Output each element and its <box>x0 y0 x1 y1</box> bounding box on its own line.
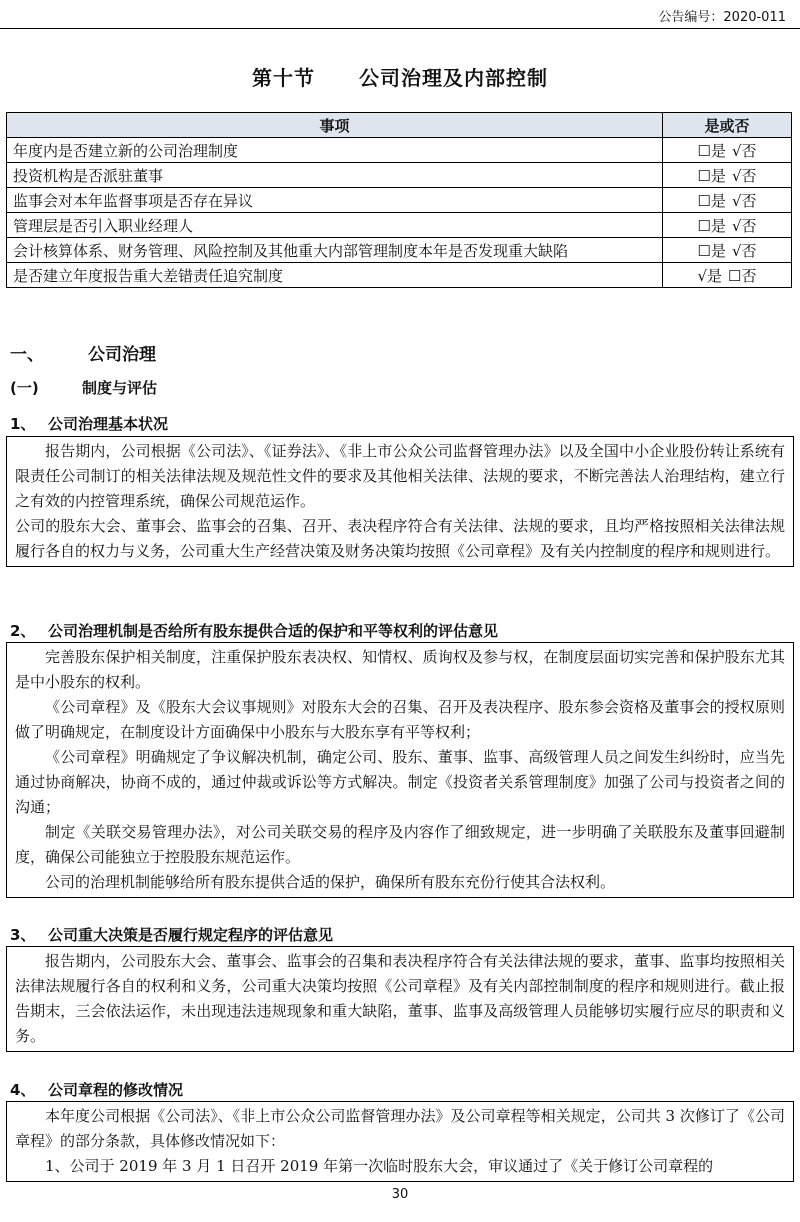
checklist-answer <box>663 213 792 238</box>
paragraph: 公司的治理机制能够给所有股东提供合适的保护，确保所有股东充份行使其合法权利。 <box>45 873 616 891</box>
heading-s2 <box>10 620 498 641</box>
heading-title: 公司治理基本状况 <box>48 415 169 433</box>
checklist-item: 投资机构是否派驻董事 <box>7 163 663 188</box>
answer-no: ☐否 <box>728 266 757 285</box>
table-row <box>7 238 792 263</box>
answer-yes: ☐是 <box>697 141 726 160</box>
section-number: 第十节 <box>252 66 315 90</box>
table-row <box>7 213 792 238</box>
checklist-item: 会计核算体系、财务管理、风险控制及其他重大内部管理制度本年是否发现重大缺陷 <box>7 238 663 263</box>
table-row <box>7 263 792 288</box>
section-title <box>0 62 800 91</box>
heading-s1 <box>10 413 168 434</box>
paragraph: 报告期内，公司根据《公司法》、《证券法》、《非上市公众公司监督管理办法》以及全国中小企业股份转让系统有限责任公司制订的相关法律法规及规范性文件的要求及其他相关法律、法规的要求，不断完善法人治理结构，建立行之有效的内控管理系统，确保公司规范运作。 <box>15 442 785 510</box>
page-header <box>0 0 800 29</box>
heading-s4 <box>10 1079 183 1100</box>
table-row <box>7 188 792 213</box>
answer-yes: ☐是 <box>697 191 726 210</box>
subsection-heading <box>10 377 157 398</box>
checklist-answer <box>663 138 792 163</box>
answer-no: √否 <box>731 241 757 260</box>
part-number: 一、 <box>10 345 44 365</box>
text-box-s3 <box>6 946 794 1052</box>
paragraph: 制定《关联交易管理办法》，对公司关联交易的程序及内容作了细致规定，进一步明确了关联股东及董事回避制度，确保公司能独立于控股股东规范运作。 <box>15 823 785 866</box>
answer-no: √否 <box>731 216 757 235</box>
part-title: 公司治理 <box>88 345 156 365</box>
table-row <box>7 138 792 163</box>
answer-yes: ☐是 <box>697 166 726 185</box>
text-box-s4 <box>6 1101 794 1182</box>
heading-title: 公司章程的修改情况 <box>48 1081 184 1099</box>
heading-number: 2、 <box>10 622 36 640</box>
heading-number: 4、 <box>10 1081 36 1099</box>
part-heading-governance <box>10 340 156 365</box>
page-number: 30 <box>391 1187 409 1202</box>
checklist-answer <box>663 188 792 213</box>
heading-title: 公司重大决策是否履行规定程序的评估意见 <box>48 926 334 944</box>
paragraph: 《公司章程》明确规定了争议解决机制，确定公司、股东、董事、监事、高级管理人员之间发生纠纷时，应当先通过协商解决，协商不成的，通过仲裁或诉讼等方式解决。制定《投资者关系管理制度》加强了公司与投资者之间的沟通； <box>15 748 785 816</box>
answer-no: √否 <box>731 191 757 210</box>
answer-yes: ☐是 <box>697 216 726 235</box>
heading-number: 1、 <box>10 415 36 433</box>
checklist-answer <box>663 238 792 263</box>
heading-number: 3、 <box>10 926 36 944</box>
checklist-item: 年度内是否建立新的公司治理制度 <box>7 138 663 163</box>
checklist-answer <box>663 163 792 188</box>
paragraph: 本年度公司根据《公司法》、《非上市公众公司监督管理办法》及公司章程等相关规定，公司共 3 次修订了《公司章程》的部分条款，具体修改情况如下： <box>15 1107 785 1150</box>
table-row <box>7 163 792 188</box>
heading-s3 <box>10 924 333 945</box>
checklist-item: 是否建立年度报告重大差错责任追究制度 <box>7 263 663 288</box>
section-name: 公司治理及内部控制 <box>359 66 548 90</box>
subsection-title: 制度与评估 <box>82 379 158 397</box>
checklist-answer <box>663 263 792 288</box>
column-header-answer: 是或否 <box>663 113 792 138</box>
text-box-s1 <box>6 436 794 567</box>
heading-title: 公司治理机制是否给所有股东提供合适的保护和平等权利的评估意见 <box>48 622 499 640</box>
paragraph: 公司的股东大会、董事会、监事会的召集、召开、表决程序符合有关法律、法规的要求，且均严格按照相关法律法规履行各自的权力与义务，公司重大生产经营决策及财务决策均按照《公司章程》及有关内控制度的程序和规则进行。 <box>15 517 785 560</box>
notice-number: 公告编号：2020-011 <box>658 10 786 25</box>
answer-yes: ☐是 <box>697 241 726 260</box>
checklist-item: 监事会对本年监督事项是否存在异议 <box>7 188 663 213</box>
paragraph: 1、公司于 2019 年 3 月 1 日召开 2019 年第一次临时股东大会，审议通过了《关于修订公司章程的 <box>45 1157 714 1175</box>
checklist-item: 管理层是否引入职业经理人 <box>7 213 663 238</box>
answer-no: √否 <box>731 141 757 160</box>
paragraph: 《公司章程》及《股东大会议事规则》对股东大会的召集、召开及表决程序、股东参会资格及董事会的授权原则做了明确规定，在制度设计方面确保中小股东与大股东享有平等权利； <box>15 698 785 741</box>
paragraph: 报告期内，公司股东大会、董事会、监事会的召集和表决程序符合有关法律法规的要求，董事、监事均按照相关法律法规履行各自的权利和义务，公司重大决策均按照《公司章程》及有关内部控制制度的程序和规则进行。截止报告期末，三会依法运作，未出现违法违规现象和重大缺陷，董事、监事及高级管理人员能够切实履行应尽的职责和义务。 <box>15 952 785 1045</box>
column-header-item: 事项 <box>7 113 663 138</box>
governance-checklist-table <box>6 112 792 288</box>
answer-no: √否 <box>731 166 757 185</box>
paragraph: 完善股东保护相关制度，注重保护股东表决权、知情权、质询权及参与权，在制度层面切实完善和保护股东尤其是中小股东的权利。 <box>15 648 785 691</box>
subsection-number: (一) <box>10 379 39 397</box>
table-header-row <box>7 113 792 138</box>
answer-yes: √是 <box>697 266 723 285</box>
text-box-s2 <box>6 642 794 898</box>
